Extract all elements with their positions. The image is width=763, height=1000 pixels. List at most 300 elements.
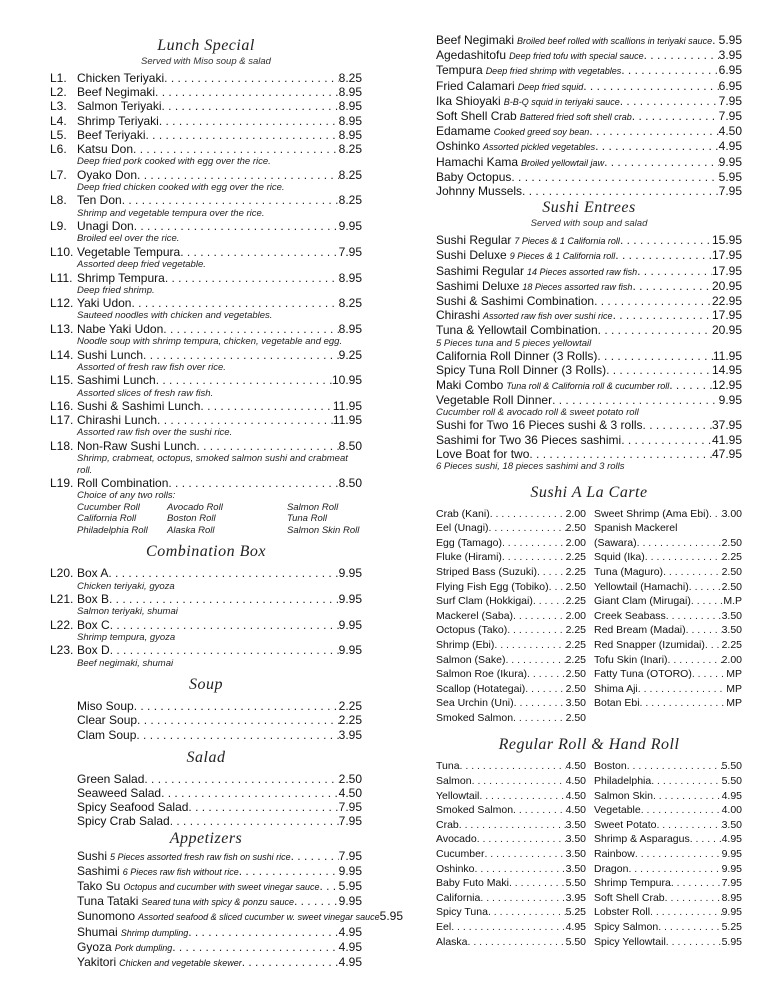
dot-leader xyxy=(163,322,338,336)
item-description: Deep fried shrimp. xyxy=(77,284,155,296)
item-description: Assorted slices of fresh raw fish. xyxy=(77,387,214,399)
dot-leader xyxy=(511,170,718,184)
dot-leader xyxy=(480,891,565,906)
item-name: Unagi Don xyxy=(77,219,134,234)
item-number: L18. xyxy=(50,438,74,453)
dot-leader xyxy=(653,789,722,804)
item-price: 17.95 xyxy=(711,308,742,323)
dot-leader xyxy=(692,667,726,682)
menu-item xyxy=(594,935,742,950)
item-price: 7.95 xyxy=(721,877,742,890)
item-name: Sunomono xyxy=(77,909,136,924)
item-name: Ten Don xyxy=(77,193,122,208)
item-number: L10. xyxy=(50,244,74,259)
item-name: Philadelphia xyxy=(594,775,652,788)
item-price: 4.50 xyxy=(565,789,586,802)
item-name: Red Bream (Madai) xyxy=(594,624,686,637)
dot-leader xyxy=(159,114,339,128)
item-name: Sweet Potato xyxy=(594,818,657,831)
menu-item xyxy=(77,909,404,924)
item-name: Sushi Lunch xyxy=(77,347,144,362)
roll-choices xyxy=(50,502,362,537)
item-number: L1. xyxy=(50,71,67,85)
item-price: MP xyxy=(726,697,742,710)
menu-item xyxy=(594,536,742,551)
dot-leader xyxy=(505,653,565,668)
item-name: Tempura xyxy=(436,63,483,78)
item-price: 8.50 xyxy=(338,438,362,453)
menu-item xyxy=(436,418,742,432)
item-price: 4.50 xyxy=(338,785,362,800)
item-description: Assorted raw fish over the sushi rice. xyxy=(77,427,233,439)
item-name: Vegetable Tempura xyxy=(77,244,181,259)
soup-list xyxy=(50,699,362,742)
item-name: Clam Soup xyxy=(77,727,137,742)
sushi-entrees-title: Sushi Entrees xyxy=(542,199,636,217)
item-price: 14.95 xyxy=(711,363,742,378)
item-name: Shrimp Tempura xyxy=(594,877,671,890)
menu-item xyxy=(436,623,586,638)
salad-list xyxy=(50,772,362,829)
item-description: Noodle soup with shrimp tempura, chicken, vegetable and egg. xyxy=(77,336,343,348)
dot-leader xyxy=(137,168,339,182)
item-number: L2. xyxy=(50,85,67,100)
item-price: 6.95 xyxy=(718,78,742,93)
item-price: 5.50 xyxy=(721,760,742,773)
dot-leader xyxy=(188,925,338,939)
sushi-a-la-carte-grid xyxy=(436,507,742,726)
item-name: Baby Futo Maki xyxy=(436,877,509,890)
item-name: Botan Ebi xyxy=(594,697,640,710)
dot-leader xyxy=(136,728,338,742)
dot-leader xyxy=(691,594,723,609)
combination-box-title: Combination Box xyxy=(146,543,266,561)
dot-leader xyxy=(145,128,338,142)
menu-item xyxy=(50,168,362,182)
item-price: 8.25 xyxy=(338,167,362,182)
dot-leader xyxy=(690,832,722,847)
dot-leader xyxy=(666,609,722,624)
item-price: 5.25 xyxy=(721,921,742,934)
dot-leader xyxy=(643,418,712,432)
item-price: 8.25 xyxy=(338,193,362,208)
item-price: 7.95 xyxy=(718,184,742,199)
item-name: Squid (Ika) xyxy=(594,551,645,564)
item-price: 8.95 xyxy=(721,891,742,904)
dot-leader xyxy=(689,580,722,595)
item-name: Box C xyxy=(77,617,110,632)
item-name: Shrimp Teriyaki xyxy=(77,113,159,128)
dot-leader xyxy=(110,643,339,657)
menu-item xyxy=(77,940,362,955)
item-name: Striped Bass (Suzuki) xyxy=(436,565,537,578)
item-price: 4.50 xyxy=(565,775,586,788)
menu-item xyxy=(50,142,362,156)
item-price: 4.95 xyxy=(721,833,742,846)
menu-item xyxy=(594,847,742,862)
dot-leader xyxy=(200,399,332,413)
item-name: Yellowtail xyxy=(436,789,480,802)
menu-item xyxy=(436,33,742,48)
menu-item xyxy=(436,279,742,294)
item-price: 4.95 xyxy=(338,955,362,970)
item-number: L15. xyxy=(50,373,74,388)
item-description: 5 Pieces assorted fresh raw fish on sushi rice xyxy=(110,851,291,862)
menu-item xyxy=(436,248,742,263)
right-column xyxy=(436,33,742,949)
menu-item xyxy=(77,713,362,727)
item-number: L21. xyxy=(50,592,74,607)
item-price: 11.95 xyxy=(332,413,362,428)
dot-leader xyxy=(110,618,339,632)
rolls-title: Regular Roll & Hand Roll xyxy=(498,736,680,754)
dot-leader xyxy=(475,862,566,877)
menu-item xyxy=(77,894,362,909)
item-name: Oyako Don xyxy=(77,167,138,182)
menu-item xyxy=(50,71,362,85)
menu-item xyxy=(594,862,742,877)
roll-choice: Tuna Roll xyxy=(287,513,327,525)
item-price: 4.95 xyxy=(338,924,362,939)
menu-item xyxy=(436,609,586,624)
menu-item xyxy=(436,818,586,833)
item-price: 3.95 xyxy=(338,727,362,742)
item-name: California Roll Dinner (3 Rolls) xyxy=(436,349,598,364)
item-name: Beef Teriyaki xyxy=(77,127,146,142)
item-price: 3.50 xyxy=(565,833,586,846)
dot-leader xyxy=(709,507,722,522)
dot-leader xyxy=(144,772,338,786)
item-name: Chirashi xyxy=(436,308,481,323)
item-price: 5.95 xyxy=(718,169,742,184)
dot-leader xyxy=(606,363,712,377)
item-price: 5.95 xyxy=(338,879,362,893)
item-description: Choice of any two rolls: xyxy=(77,490,176,502)
item-price: 7.95 xyxy=(338,848,362,863)
menu-item xyxy=(50,99,362,113)
item-name: Mackerel (Saba) xyxy=(436,609,514,622)
menu-item xyxy=(436,696,586,711)
item-price: 20.95 xyxy=(711,278,742,293)
item-price: 4.95 xyxy=(721,789,742,802)
item-description: Assorted of fresh raw fish over rice. xyxy=(77,361,226,373)
menu-item xyxy=(50,114,362,128)
dot-leader xyxy=(239,864,339,878)
item-name: Spicy Salmon xyxy=(594,921,659,934)
dot-leader xyxy=(494,638,565,653)
appetizers-list-right xyxy=(436,33,742,198)
menu-item xyxy=(594,818,742,833)
item-price: 2.50 xyxy=(338,771,362,786)
left-column xyxy=(50,36,404,970)
dot-leader xyxy=(188,800,338,814)
dot-leader xyxy=(513,803,566,818)
dot-leader xyxy=(459,818,566,833)
item-name: Fried Calamari xyxy=(436,78,515,93)
menu-item xyxy=(436,79,742,94)
sushi-a-la-carte-right xyxy=(586,507,742,726)
dot-leader xyxy=(108,566,338,580)
item-number: L17. xyxy=(50,413,74,428)
dot-leader xyxy=(155,85,339,99)
item-name: Love Boat for two xyxy=(436,446,530,461)
item-price: 2.25 xyxy=(721,638,742,651)
item-name: Vegetable xyxy=(594,804,641,817)
menu-item xyxy=(436,905,586,920)
item-number: L12. xyxy=(50,296,74,311)
dot-leader xyxy=(196,439,338,453)
lunch-special-title: Lunch Special xyxy=(157,37,255,54)
item-price: 3.50 xyxy=(721,624,742,637)
item-description: 14 Pieces assorted raw fish xyxy=(527,266,638,277)
dot-leader xyxy=(533,594,566,609)
dot-leader xyxy=(665,891,722,906)
item-name: Oshinko xyxy=(436,139,481,154)
item-name: Tuna & Yellowtail Combination xyxy=(436,323,598,338)
menu-item xyxy=(594,774,742,789)
dot-leader xyxy=(620,233,712,247)
dot-leader xyxy=(489,521,566,536)
menu-item xyxy=(50,618,362,632)
dot-leader xyxy=(621,433,712,447)
item-price: 3.50 xyxy=(565,862,586,875)
item-price: 2.25 xyxy=(565,638,586,651)
item-name: Sushi & Sashimi Lunch xyxy=(77,399,201,414)
menu-item xyxy=(436,832,586,847)
menu-item xyxy=(50,643,362,657)
item-price: 4.50 xyxy=(718,124,742,139)
item-name: Box B xyxy=(77,592,110,607)
dot-leader xyxy=(488,905,566,920)
dot-leader xyxy=(134,699,339,713)
menu-item xyxy=(594,653,742,668)
item-price: 5.95 xyxy=(379,909,404,924)
item-description: Shrimp tempura, gyoza xyxy=(77,631,176,643)
menu-item xyxy=(436,774,586,789)
item-price: 4.00 xyxy=(721,804,742,817)
menu-item xyxy=(436,653,586,668)
item-name: Non-Raw Sushi Lunch xyxy=(77,438,197,453)
item-price: 11.95 xyxy=(332,399,362,414)
dot-leader xyxy=(632,109,719,123)
item-name: Fatty Tuna (OTORO) xyxy=(594,668,692,681)
item-name: Tuna Tataki xyxy=(77,894,139,909)
dot-leader xyxy=(134,219,339,233)
item-price: 11.95 xyxy=(712,349,742,364)
item-number: L23. xyxy=(50,643,74,658)
item-price: 22.95 xyxy=(711,294,742,309)
item-number: L8. xyxy=(50,193,67,208)
dot-leader xyxy=(161,99,338,113)
item-name: Salmon xyxy=(436,775,472,788)
item-name: Spicy Crab Salad xyxy=(77,814,170,829)
menu-item xyxy=(77,786,362,800)
lunch-special-subtitle: Served with Miso soup & salad xyxy=(141,56,271,67)
item-number: L4. xyxy=(50,113,67,128)
menu-item xyxy=(594,759,742,774)
dot-leader xyxy=(594,294,712,308)
menu-item xyxy=(77,879,362,894)
item-price: 10.95 xyxy=(331,373,362,388)
item-number: L9. xyxy=(50,219,67,234)
menu-item xyxy=(436,323,742,337)
dot-leader xyxy=(640,696,727,711)
item-name: Spicy Tuna xyxy=(436,906,488,919)
dot-leader xyxy=(637,536,722,551)
item-name: Sashimi Regular xyxy=(436,263,525,278)
item-name: Tuna (Maguro) xyxy=(594,565,664,578)
menu-item xyxy=(436,233,742,248)
item-description: B-B-Q squid in teriyaki sauce xyxy=(503,96,620,107)
item-name: Roll Combination xyxy=(77,476,169,491)
menu-item xyxy=(77,849,362,864)
menu-item xyxy=(436,109,742,124)
item-name: Edamame xyxy=(436,124,491,139)
rolls-grid xyxy=(436,759,742,949)
item-name: Shrimp (Ebi) xyxy=(436,638,495,651)
item-name: Ika Shioyaki xyxy=(436,93,501,108)
item-price: 3.50 xyxy=(721,818,742,831)
dot-leader xyxy=(502,550,566,565)
roll-choice: Salmon Roll xyxy=(287,501,339,513)
item-name: Dragon xyxy=(594,862,629,875)
item-description: Chicken and vegetable skewer xyxy=(119,958,242,969)
item-price: 2.00 xyxy=(565,536,586,549)
item-name: Scallop (Hotategai) xyxy=(436,682,526,695)
dot-leader xyxy=(598,323,712,337)
dot-leader xyxy=(632,279,712,293)
item-description: Broiled yellowtail jaw xyxy=(521,157,605,168)
item-price: 41.95 xyxy=(711,432,742,447)
item-description: Deep fried tofu with special sauce xyxy=(509,51,644,62)
dot-leader xyxy=(597,349,712,363)
menu-item xyxy=(594,667,742,682)
item-name: Green Salad xyxy=(77,771,145,786)
item-name: Baby Octopus xyxy=(436,169,512,184)
dot-leader xyxy=(637,264,712,278)
item-price: 2.25 xyxy=(338,713,362,728)
item-price: 6.95 xyxy=(718,63,742,78)
item-description: Assorted raw fish over sushi rice xyxy=(483,311,613,322)
item-name: Johnny Mussels xyxy=(436,184,523,199)
item-name: Flying Fish Egg (Tobiko) xyxy=(436,580,549,593)
item-name: Spanish Mackerel xyxy=(594,522,678,535)
item-name: (Sawara) xyxy=(594,536,637,549)
item-description: 7 Pieces & 1 California roll xyxy=(514,236,620,247)
menu-item xyxy=(436,170,742,184)
item-name: Yellowtail (Hamachi) xyxy=(594,580,689,593)
item-description: Deep fried squid xyxy=(517,81,584,92)
item-price: 17.95 xyxy=(711,263,742,278)
menu-item xyxy=(50,128,362,142)
item-price: 9.95 xyxy=(338,617,362,632)
dot-leader xyxy=(705,638,722,653)
item-price: M.P xyxy=(723,595,742,608)
item-name: Lobster Roll xyxy=(594,906,651,919)
item-description: Cooked greed soy bean xyxy=(493,127,590,138)
item-price: 7.95 xyxy=(338,814,362,829)
dot-leader xyxy=(686,623,722,638)
item-name: Crab xyxy=(436,818,459,831)
dot-leader xyxy=(650,905,722,920)
dot-leader xyxy=(170,814,339,828)
dot-leader xyxy=(133,142,339,156)
dot-leader xyxy=(291,849,339,863)
item-price: 2.50 xyxy=(565,522,586,535)
dot-leader xyxy=(595,139,719,153)
item-name: Katsu Don xyxy=(77,142,134,157)
dot-leader xyxy=(180,245,338,259)
menu-item xyxy=(50,566,362,580)
item-name: Beef Negimaki xyxy=(436,33,515,47)
item-price: 9.95 xyxy=(338,566,362,581)
item-description: Beef negimaki, shumai xyxy=(77,657,174,669)
salad-title: Salad xyxy=(186,748,226,766)
dot-leader xyxy=(514,696,566,711)
menu-item xyxy=(594,696,742,711)
item-name: Chirashi Lunch xyxy=(77,413,158,428)
item-number: L7. xyxy=(50,167,67,182)
roll-choice: Philadelphia Roll xyxy=(77,524,148,536)
dot-leader xyxy=(109,592,339,606)
menu-item xyxy=(77,925,362,940)
dot-leader xyxy=(294,894,339,908)
menu-item xyxy=(436,565,586,580)
item-name: Yakitori xyxy=(77,955,117,970)
item-name: Crab (Kani) xyxy=(436,507,490,520)
item-name: Agedashitofu xyxy=(436,48,507,63)
item-number: L14. xyxy=(50,347,74,362)
dot-leader xyxy=(666,935,722,950)
item-name: Octopus (Tako) xyxy=(436,624,508,637)
item-price: 2.25 xyxy=(565,551,586,564)
item-name: Smoked Salmon xyxy=(436,711,514,724)
menu-item xyxy=(77,728,362,742)
menu-item xyxy=(436,935,586,950)
dot-leader xyxy=(621,63,718,77)
menu-item xyxy=(77,699,362,713)
dot-leader xyxy=(156,373,332,387)
item-name: Salmon Roe (Ikura) xyxy=(436,668,528,681)
item-name: Tako Su xyxy=(77,879,121,893)
menu-item xyxy=(436,349,742,363)
item-price: 9.95 xyxy=(721,862,742,875)
item-name: Alaska xyxy=(436,935,468,948)
item-name: Spicy Seafood Salad xyxy=(77,800,189,815)
dot-leader xyxy=(172,940,338,954)
item-price: 3.95 xyxy=(565,891,586,904)
item-name: Cucumber xyxy=(436,848,485,861)
item-description: Tuna roll & California roll & cucumber roll xyxy=(506,380,670,391)
soup-title: Soup xyxy=(189,676,223,694)
dot-leader xyxy=(627,759,722,774)
menu-item xyxy=(436,847,586,862)
item-name: Sushi Regular xyxy=(436,233,512,248)
menu-item xyxy=(436,862,586,877)
dot-leader xyxy=(628,862,721,877)
menu-item xyxy=(50,348,362,362)
menu-item xyxy=(436,594,586,609)
item-name: Sushi for Two 16 Pieces sushi & 3 rolls xyxy=(436,418,643,433)
dot-leader xyxy=(242,955,339,969)
item-name: Miso Soup xyxy=(77,699,134,714)
item-price: 9.95 xyxy=(721,848,742,861)
item-price: 3.50 xyxy=(565,818,586,831)
item-price: 4.95 xyxy=(338,939,362,954)
item-price: 5.25 xyxy=(565,906,586,919)
item-price: 9.95 xyxy=(338,219,362,234)
item-name: Shrimp Tempura xyxy=(77,270,165,285)
